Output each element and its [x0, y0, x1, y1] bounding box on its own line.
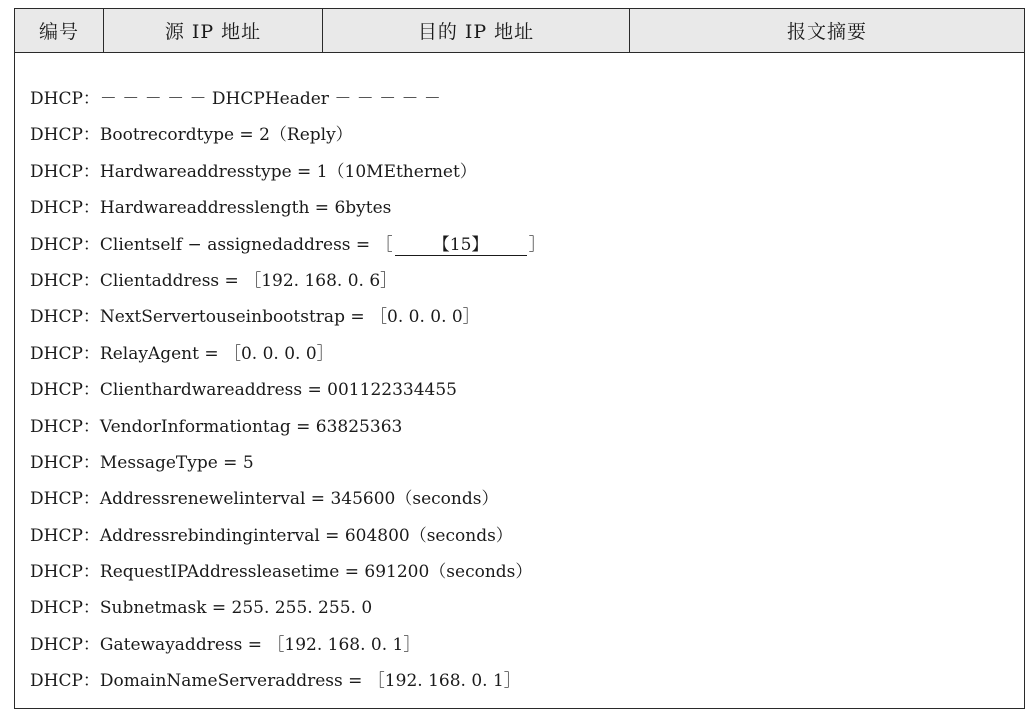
summary-line-relayagent: DHCP：RelayAgent = ［0. 0. 0. 0］	[30, 343, 334, 364]
summary-line-header: DHCP：－ － － － － DHCPHeader － － － － －	[30, 89, 441, 109]
header-number: 编号	[15, 9, 104, 52]
summary-line-gatewayaddress: DHCP：Gatewayaddress = ［192. 168. 0. 1］	[30, 634, 421, 655]
summary-line-subnetmask: DHCP：Subnetmask = 255. 255. 255. 0	[30, 598, 373, 619]
summary-line-hardwareaddresstype: DHCP：Hardwareaddresstype = 1（10MEthernet）	[30, 161, 477, 182]
summary-line-renewal-interval: DHCP：Addressrenewelinterval = 345600（seconds）	[30, 489, 499, 510]
summary-line-vendorinformationtag: DHCP：VendorInformationtag = 63825363	[30, 416, 403, 437]
summary-line-client-self-assigned	[30, 227, 546, 263]
client-self-assigned-text: DHCP：Clientself − assignedaddress = ［	[30, 234, 393, 255]
header-source-ip: 源 IP 地址	[104, 9, 323, 52]
summary-line-lease-time: DHCP：RequestIPAddressleasetime = 691200（seconds）	[30, 562, 533, 583]
answer-blank: 【15】	[395, 235, 527, 256]
summary-line-dns-address: DHCP：DomainNameServeraddress = ［192. 168. 0. 1］	[30, 671, 521, 692]
summary-line-clientaddress: DHCP：Clientaddress = ［192. 168. 0. 6］	[30, 270, 398, 291]
summary-line-nextserver: DHCP：NextServertouseinbootstrap = ［0. 0. 0. 0］	[30, 307, 480, 328]
table-header-row	[15, 9, 1024, 53]
summary-line-hardwareaddresslength: DHCP：Hardwareaddresslength = 6bytes	[30, 198, 392, 219]
summary-lines	[30, 81, 546, 700]
header-summary: 报文摘要	[786, 21, 867, 43]
summary-line-bootrecordtype: DHCP：Bootrecordtype = 2（Reply）	[30, 125, 353, 146]
summary-line-clienthardwareaddress: DHCP：Clienthardwareaddress = 001122334455	[30, 380, 457, 401]
answer-blank-close: ］	[528, 234, 546, 255]
table-body	[15, 53, 1024, 708]
packet-table	[14, 8, 1025, 709]
summary-line-rebinding-interval: DHCP：Addressrebindinginterval = 604800（seconds）	[30, 525, 513, 546]
summary-line-messagetype: DHCP：MessageType = 5	[30, 452, 254, 473]
header-dest-ip: 目的 IP 地址	[323, 9, 630, 52]
